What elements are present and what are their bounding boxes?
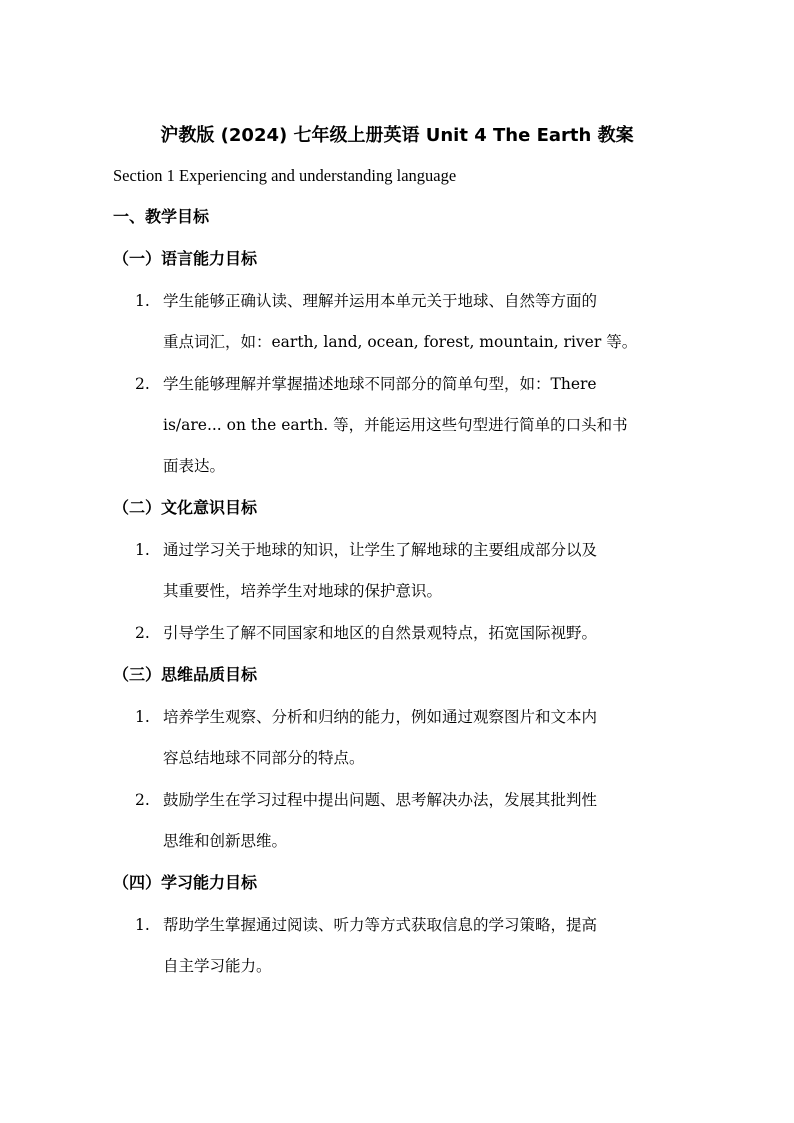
document-title: 沪教版 (2024) 七年级上册英语 Unit 4 The Earth 教案 bbox=[160, 125, 634, 146]
section-heading: Section 1 Experiencing and understanding language bbox=[113, 166, 457, 185]
list-item bbox=[135, 371, 685, 494]
list-item bbox=[135, 288, 685, 370]
subheading-learning-ability: （四）学习能力目标 bbox=[113, 873, 258, 892]
list-number: 1. bbox=[135, 292, 150, 310]
list-text-line: 其重要性，培养学生对地球的保护意识。 bbox=[163, 582, 443, 600]
list-text-line: 学生能够正确认读、理解并运用本单元关于地球、自然等方面的 bbox=[163, 292, 598, 310]
list-text-line: is/are... on the earth. 等，并能运用这些句型进行简单的口头和书 bbox=[163, 416, 628, 434]
list-text-line: 思维和创新思维。 bbox=[163, 832, 288, 850]
list-text-line: 重点词汇，如：earth, land, ocean, forest, mountain, river 等。 bbox=[163, 333, 638, 351]
list-item bbox=[135, 704, 685, 786]
list-text-line: 自主学习能力。 bbox=[163, 957, 272, 975]
list-number: 2. bbox=[135, 624, 150, 642]
list-text-line: 鼓励学生在学习过程中提出问题、思考解决办法，发展其批判性 bbox=[163, 791, 598, 809]
list-text-line: 学生能够理解并掌握描述地球不同部分的简单句型，如：There bbox=[163, 375, 597, 393]
list-number: 1. bbox=[135, 708, 150, 726]
list-number: 1. bbox=[135, 916, 150, 934]
subheading-language-ability: （一）语言能力目标 bbox=[113, 249, 258, 268]
heading-teaching-objectives: 一、教学目标 bbox=[113, 207, 210, 226]
list-number: 2. bbox=[135, 791, 150, 809]
list-number: 1. bbox=[135, 541, 150, 559]
list-text-line: 面表达。 bbox=[163, 457, 226, 475]
list-text-line: 通过学习关于地球的知识，让学生了解地球的主要组成部分以及 bbox=[163, 541, 598, 559]
subheading-thinking-quality: （三）思维品质目标 bbox=[113, 665, 258, 684]
list-item bbox=[135, 620, 685, 661]
list-item bbox=[135, 787, 685, 869]
list-text-line: 培养学生观察、分析和归纳的能力，例如通过观察图片和文本内 bbox=[163, 708, 598, 726]
list-item bbox=[135, 537, 685, 619]
list-number: 2. bbox=[135, 375, 150, 393]
list-text-line: 容总结地球不同部分的特点。 bbox=[163, 749, 365, 767]
list-item bbox=[135, 912, 685, 994]
list-text-line: 帮助学生掌握通过阅读、听力等方式获取信息的学习策略，提高 bbox=[163, 916, 598, 934]
subheading-cultural-awareness: （二）文化意识目标 bbox=[113, 498, 258, 517]
list-text-line: 引导学生了解不同国家和地区的自然景观特点，拓宽国际视野。 bbox=[163, 624, 598, 642]
